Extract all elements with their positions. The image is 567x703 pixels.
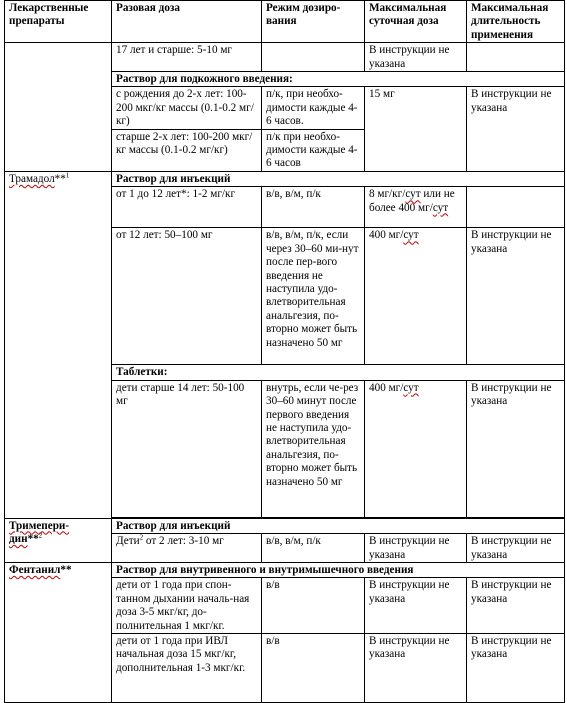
section-iv-im: Раствор для внутривенного и внутримышечного введения: [112, 562, 565, 577]
max-duration-cell: [467, 43, 565, 72]
max-duration-cell: В инструкции не указана: [467, 633, 565, 702]
dose-cell: от 12 лет: 50–100 мг: [112, 228, 262, 365]
section-row: [5, 171, 565, 186]
table-row: [5, 43, 565, 72]
max-daily-cell: В инструкции не указана: [365, 43, 467, 72]
max-daily-cell: 8 мг/кг/сут или не более 400 мг/сут: [365, 187, 467, 228]
max-daily-cell: В инструкции не указана: [365, 578, 467, 634]
section-row: [5, 562, 565, 577]
dose-cell: дети от 1 года при спон-танном дыхании началь-ная доза 3-5 мкг/кг, до-полнительная 1 мкг/кг.: [112, 578, 262, 634]
regimen-cell: в/в, в/м, п/к, если через 30–60 ми-нут после пер-вого введения не наступила удо-влетворительная анальгезия, по-вторно может быть назначено 50 мг: [262, 228, 365, 365]
dose-cell: от 1 до 12 лет*: 1-2 мг/кг: [112, 187, 262, 228]
max-daily-cell: 400 мг/сут: [365, 380, 467, 517]
col-header-drugs: Лекарственные препараты: [5, 1, 112, 43]
regimen-cell: п/к при необхо-димости каждые 4-6 часов: [262, 129, 365, 171]
regimen-cell: [262, 43, 365, 72]
regimen-cell: в/в: [262, 578, 365, 634]
dosage-table: [4, 0, 565, 703]
drug-name-fentanyl: Фентанил**: [5, 562, 112, 702]
dose-cell: с рождения до 2-х лет: 100-200 мкг/кг массы (0.1-0.2 мг/кг): [112, 87, 262, 129]
max-daily-cell: В инструкции не указана: [365, 534, 467, 563]
regimen-cell: внутрь, если че-рез 30–60 минут после первого введения не наступила удо-влетворительная анальгезия, по-вторно может быть назначено 50 мг: [262, 380, 365, 517]
drug-cell-continued: [5, 43, 112, 172]
dose-cell: дети от 1 года при ИВЛ начальная доза 15 мкг/кг, дополнительная 1-3 мкг/кг.: [112, 633, 262, 702]
regimen-cell: в/в, в/м, п/к: [262, 534, 365, 563]
regimen-cell: в/в, в/м, п/к: [262, 187, 365, 228]
col-header-regimen: Режим дозиро-вания: [262, 1, 365, 43]
regimen-cell: п/к, при необхо-димости каждые 4-6 часов.: [262, 87, 365, 129]
max-daily-cell: В инструкции не указана: [365, 633, 467, 702]
max-duration-cell: В инструкции не указана: [467, 380, 565, 517]
regimen-cell: в/в: [262, 633, 365, 702]
section-row: [5, 518, 565, 533]
dose-cell: Дети$^2$ от 2 лет: 3-10 мг: [112, 534, 262, 563]
dose-cell: старше 2-х лет: 100-200 мкг/кг массы (0.1-0.2 мг/кг): [112, 129, 262, 171]
dose-cell: дети старше 14 лет: 50-100 мг: [112, 380, 262, 517]
max-duration-cell: [467, 187, 565, 228]
col-header-max-duration: Максимальная длительность применения: [467, 1, 565, 43]
table-header-row: [5, 1, 565, 43]
max-duration-cell: В инструкции не указана: [467, 228, 565, 365]
drug-name-trimeperidine: Тримепери- дин**$^2$: [5, 518, 112, 562]
section-tablets: Таблетки:: [112, 365, 565, 380]
max-duration-cell: В инструкции не указана: [467, 87, 565, 171]
drug-name-tramadol: Трамадол**$^1$: [5, 171, 112, 518]
max-daily-cell: 15 мг: [365, 87, 467, 171]
max-duration-cell: В инструкции не указана: [467, 534, 565, 563]
section-injection: Раствор для инъекций: [112, 518, 565, 533]
dose-cell: 17 лет и старше: 5-10 мг: [112, 43, 262, 72]
section-subcutaneous: Раствор для подкожного введения:: [112, 72, 565, 87]
col-header-dose: Разовая доза: [112, 1, 262, 43]
section-injection: Раствор для инъекций: [112, 171, 565, 186]
max-duration-cell: В инструкции не указана: [467, 578, 565, 634]
max-daily-cell: 400 мг/сут: [365, 228, 467, 365]
col-header-max-daily: Максимальная суточная доза: [365, 1, 467, 43]
